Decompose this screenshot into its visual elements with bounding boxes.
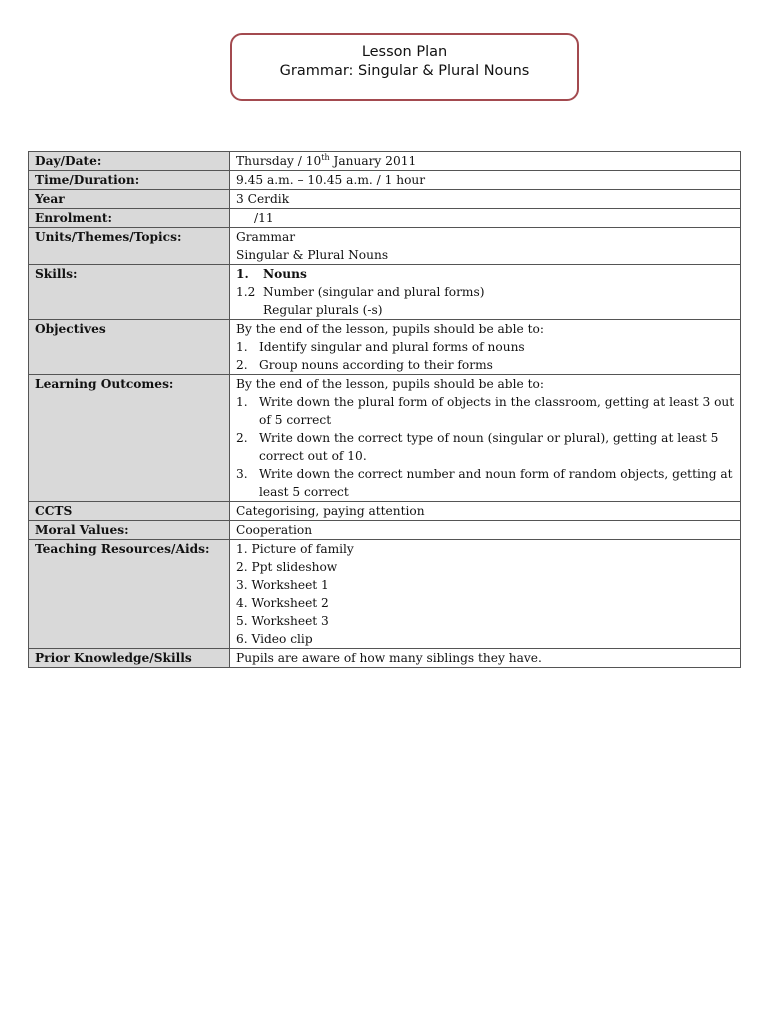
label-resources: Teaching Resources/Aids:: [29, 540, 230, 649]
outcome-text: Write down the correct type of noun (singular or plural), getting at least 5 correct out of 10.: [259, 431, 719, 463]
units-line: Singular & Plural Nouns: [236, 248, 389, 262]
label-units: Units/Themes/Topics:: [29, 228, 230, 265]
title-box: [230, 33, 579, 101]
value-resources: [230, 540, 741, 649]
objective-item: [236, 338, 736, 356]
row-resources: [29, 540, 741, 649]
resource-item: 4. Worksheet 2: [236, 596, 329, 610]
label-prior-knowledge: Prior Knowledge/Skills: [29, 649, 230, 668]
value-enrolment: [230, 209, 741, 228]
skill-subitem: [236, 283, 736, 301]
resource-item: 6. Video clip: [236, 632, 313, 646]
label-moral-values: Moral Values:: [29, 521, 230, 540]
outcomes-intro: By the end of the lesson, pupils should be able to:: [236, 377, 544, 391]
objective-item: [236, 356, 736, 374]
row-objectives: [29, 320, 741, 375]
day-date-rest: January 2011: [329, 154, 417, 168]
outcome-item: [236, 393, 736, 429]
skill-heading: [236, 265, 736, 283]
resource-item: 5. Worksheet 3: [236, 614, 329, 628]
skill-heading-text: Nouns: [263, 267, 307, 281]
outcome-number: 1.: [236, 395, 248, 409]
document-subtitle: Grammar: Singular & Plural Nouns: [279, 63, 530, 79]
skill-subitem-number: 1.2: [236, 285, 256, 299]
day-date-suffix: th: [321, 152, 330, 162]
document-title: Lesson Plan: [361, 44, 448, 60]
resource-item: 1. Picture of family: [236, 542, 354, 556]
value-prior-knowledge: Pupils are aware of how many siblings they have.: [230, 649, 741, 668]
row-units: [29, 228, 741, 265]
skill-subitem-detail: Regular plurals (-s): [263, 303, 383, 317]
outcome-item: [236, 465, 736, 501]
row-ccts: [29, 502, 741, 521]
units-line: Grammar: [236, 230, 296, 244]
row-time-duration: [29, 171, 741, 190]
label-year: Year: [29, 190, 230, 209]
value-moral-values: Cooperation: [230, 521, 741, 540]
value-learning-outcomes: [230, 375, 741, 502]
row-moral-values: [29, 521, 741, 540]
label-day-date: Day/Date:: [29, 152, 230, 171]
value-objectives: [230, 320, 741, 375]
row-skills: [29, 265, 741, 320]
lesson-plan-table: [28, 151, 741, 668]
label-enrolment: Enrolment:: [29, 209, 230, 228]
objective-number: 2.: [236, 358, 248, 372]
day-date-main: Thursday / 10: [236, 154, 322, 168]
label-time-duration: Time/Duration:: [29, 171, 230, 190]
outcome-number: 3.: [236, 467, 248, 481]
objective-text: Identify singular and plural forms of nouns: [259, 340, 525, 354]
row-prior-knowledge: [29, 649, 741, 668]
row-year: [29, 190, 741, 209]
label-skills: Skills:: [29, 265, 230, 320]
label-ccts: CCTS: [29, 502, 230, 521]
outcome-text: Write down the plural form of objects in the classroom, getting at least 3 out of 5 correct: [259, 395, 735, 427]
value-skills: [230, 265, 741, 320]
value-day-date: [230, 152, 741, 171]
row-day-date: [29, 152, 741, 171]
objectives-intro: By the end of the lesson, pupils should be able to:: [236, 322, 544, 336]
resource-item: 3. Worksheet 1: [236, 578, 329, 592]
skill-heading-number: 1.: [236, 267, 249, 281]
row-enrolment: [29, 209, 741, 228]
value-year: 3 Cerdik: [230, 190, 741, 209]
value-units: [230, 228, 741, 265]
label-learning-outcomes: Learning Outcomes:: [29, 375, 230, 502]
value-time-duration: 9.45 a.m. – 10.45 a.m. / 1 hour: [230, 171, 741, 190]
outcome-item: [236, 429, 736, 465]
value-ccts: Categorising, paying attention: [230, 502, 741, 521]
resource-item: 2. Ppt slideshow: [236, 560, 338, 574]
label-objectives: Objectives: [29, 320, 230, 375]
objective-text: Group nouns according to their forms: [259, 358, 493, 372]
outcome-number: 2.: [236, 431, 248, 445]
row-learning-outcomes: [29, 375, 741, 502]
skill-subitem-text: Number (singular and plural forms): [263, 285, 485, 299]
enrolment-count: /11: [254, 211, 274, 225]
outcome-text: Write down the correct number and noun form of random objects, getting at least 5 correct: [259, 467, 733, 499]
objective-number: 1.: [236, 340, 248, 354]
